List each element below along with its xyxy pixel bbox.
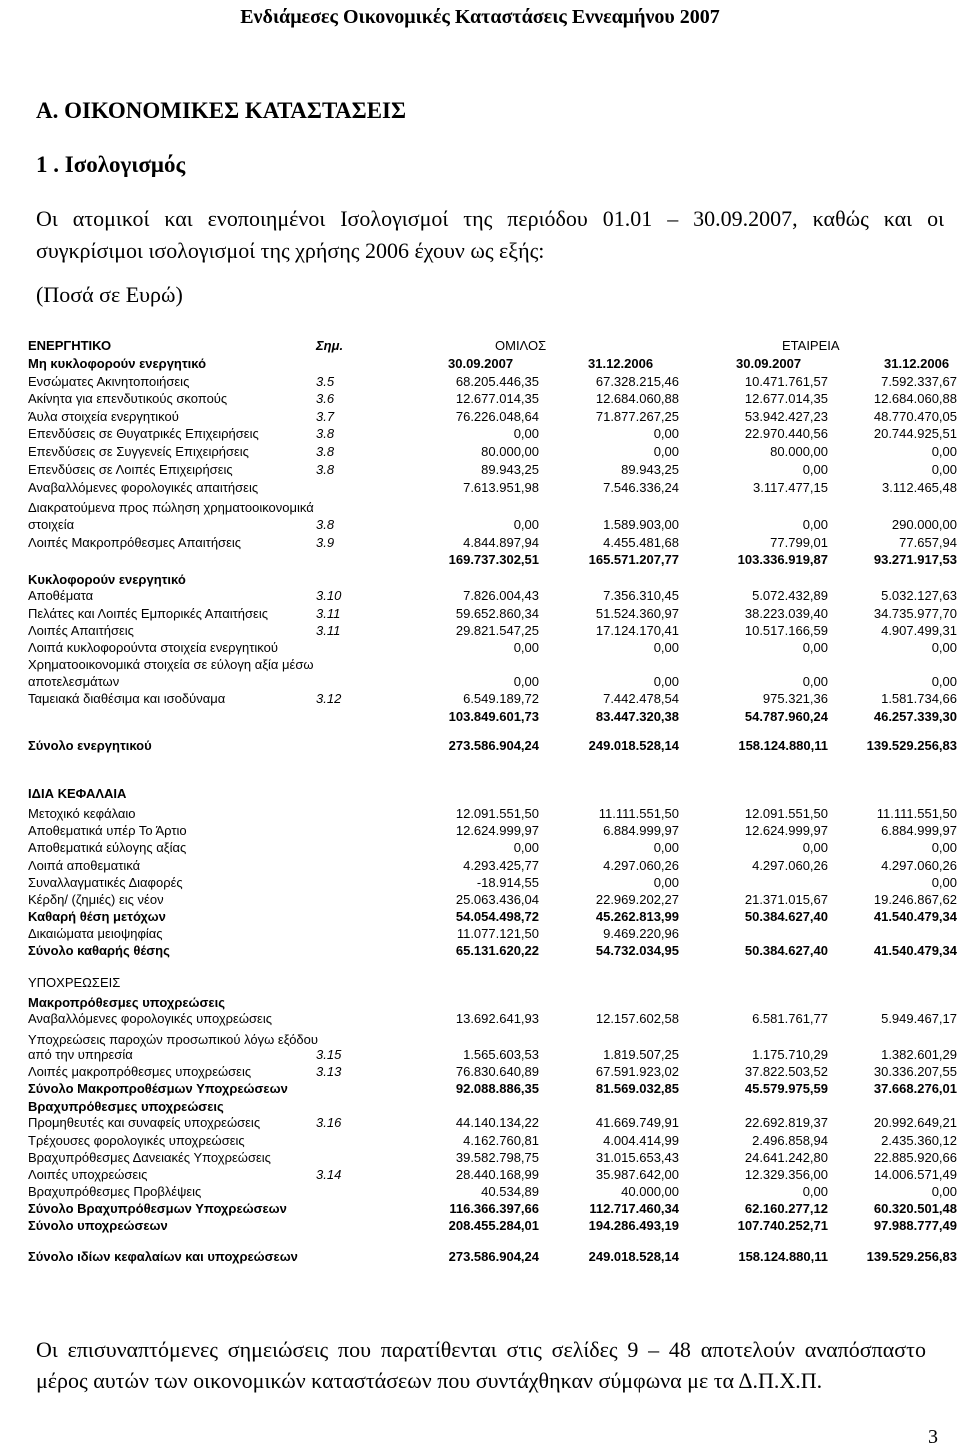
group-2007-value: -18.914,55 xyxy=(476,875,539,890)
company-2007-value: 77.799,01 xyxy=(770,535,828,550)
group-2007-value: 65.131.620,22 xyxy=(455,943,539,958)
row-label: Βραχυπρόθεσμες υποχρεώσεις xyxy=(28,1099,224,1114)
company-2007-value: 22.970.440,56 xyxy=(744,426,828,441)
group-2006-value: 51.524.360,97 xyxy=(595,606,679,621)
row-label: Προμηθευτές και συναφείς υποχρεώσεις xyxy=(28,1115,261,1130)
row-label: Μετοχικό κεφάλαιο xyxy=(28,806,136,821)
company-2006-value: 0,00 xyxy=(931,674,957,689)
group-2006-value: 165.571.207,77 xyxy=(588,552,679,567)
company-2007-value: 2.496.858,94 xyxy=(752,1133,828,1148)
group-2006-value: 12.684.060,88 xyxy=(595,391,679,406)
row-note: 3.16 xyxy=(316,1115,342,1130)
company-2006-value: 0,00 xyxy=(931,840,957,855)
group-2007-value: 92.088.886,35 xyxy=(455,1081,539,1096)
group-2007-value: 80.000,00 xyxy=(481,444,539,459)
row-label: Επενδύσεις σε Συγγενείς Επιχειρήσεις xyxy=(28,444,249,459)
company-2007-value: 21.371.015,67 xyxy=(744,892,828,907)
group-2006-value: 0,00 xyxy=(653,840,679,855)
company-2007-value: 107.740.252,71 xyxy=(737,1218,828,1233)
group-2007-value: 7.826.004,43 xyxy=(463,588,539,603)
company-2006-value: 41.540.479,34 xyxy=(873,909,957,924)
row-note: 3.13 xyxy=(316,1064,342,1079)
group-2007-value: 4.293.425,77 xyxy=(463,858,539,873)
column-header-note: Σημ. xyxy=(316,338,344,353)
intro-line-2: συγκρίσιμοι ισολογισμοί της χρήσης 2006 έχουν ως εξής: xyxy=(36,238,545,263)
company-2007-value: 53.942.427,23 xyxy=(744,409,828,424)
row-note: 3.8 xyxy=(316,517,335,532)
row-label: Άυλα στοιχεία ενεργητικού xyxy=(28,409,179,424)
row-label: Λοιπά κυκλοφορούντα στοιχεία ενεργητικού xyxy=(28,640,278,655)
group-2006-value: 0,00 xyxy=(653,426,679,441)
company-2006-value: 30.336.207,55 xyxy=(873,1064,957,1079)
row-label: αποτελεσμάτων xyxy=(28,674,120,689)
group-2007-value: 273.586.904,24 xyxy=(448,738,539,753)
group-2006-value: 11.111.551,50 xyxy=(598,806,679,821)
group-2006-value: 67.591.923,02 xyxy=(595,1064,679,1079)
row-label: από την υπηρεσία xyxy=(28,1047,133,1062)
company-2006-value: 4.297.060,26 xyxy=(881,858,957,873)
group-2007-value: 116.366.397,66 xyxy=(449,1201,539,1216)
row-label: Αναβαλλόμενες φορολογικές απαιτήσεις xyxy=(28,480,259,495)
group-2007-value: 12.624.999,97 xyxy=(455,823,539,838)
row-label: Κέρδη/ (ζημιές) εις νέον xyxy=(28,892,164,907)
row-note: 3.14 xyxy=(316,1167,342,1182)
group-2007-value: 6.549.189,72 xyxy=(463,691,539,706)
row-label: Ακίνητα για επενδυτικούς σκοπούς xyxy=(28,391,228,406)
group-2006-value: 35.987.642,00 xyxy=(595,1167,679,1182)
company-2006-value: 19.246.867,62 xyxy=(873,892,957,907)
group-2007-value: 13.692.641,93 xyxy=(455,1011,539,1026)
company-2007-value: 0,00 xyxy=(802,640,828,655)
company-2006-value: 1.581.734,66 xyxy=(881,691,957,706)
group-2006-value: 0,00 xyxy=(653,875,679,890)
company-2007-value: 12.624.999,97 xyxy=(744,823,828,838)
company-2007-value: 12.329.356,00 xyxy=(744,1167,828,1182)
row-note: 3.10 xyxy=(316,588,342,603)
group-2007-value: 68.205.446,35 xyxy=(455,374,539,389)
company-2007-value: 12.091.551,50 xyxy=(744,806,828,821)
company-2007-value: 3.117.477,15 xyxy=(753,480,828,495)
company-2007-value: 54.787.960,24 xyxy=(744,709,828,724)
company-2006-value: 37.668.276,01 xyxy=(873,1081,957,1096)
company-2006-value: 97.988.777,49 xyxy=(873,1218,957,1233)
footer-note xyxy=(36,1334,926,1396)
company-2007-value: 4.297.060,26 xyxy=(752,858,828,873)
group-2006-value: 194.286.493,19 xyxy=(588,1218,679,1233)
company-2007-value: 158.124.880,11 xyxy=(738,738,828,753)
group-2007-value: 59.652.860,34 xyxy=(455,606,539,621)
company-2007-value: 24.641.242,80 xyxy=(744,1150,828,1165)
group-2007-value: 103.849.601,73 xyxy=(448,709,539,724)
group-2006-value: 7.442.478,54 xyxy=(603,691,679,706)
company-2007-value: 38.223.039,40 xyxy=(744,606,828,621)
column-group-company: ΕΤΑΙΡΕΙΑ xyxy=(782,338,840,353)
group-2006-value: 71.877.267,25 xyxy=(595,409,679,424)
row-label: Πελάτες και Λοιπές Εμπορικές Απαιτήσεις xyxy=(28,606,269,621)
section-title: Α. ΟΙΚΟΝΟΜΙΚΕΣ ΚΑΤΑΣΤΑΣΕΙΣ xyxy=(36,98,407,123)
group-2006-value: 1.589.903,00 xyxy=(603,517,679,532)
company-2007-value: 6.581.761,77 xyxy=(752,1011,828,1026)
company-2007-value: 0,00 xyxy=(802,462,828,477)
group-2007-value: 273.586.904,24 xyxy=(448,1249,539,1264)
row-note: 3.8 xyxy=(316,462,335,477)
row-label: Βραχυπρόθεσμες Προβλέψεις xyxy=(28,1184,202,1199)
row-label: Λοιπές υποχρεώσεις xyxy=(28,1167,148,1182)
company-2006-value: 3.112.465,48 xyxy=(882,480,957,495)
company-2007-value: 10.517.166,59 xyxy=(744,623,828,638)
group-2007-value: 0,00 xyxy=(513,840,539,855)
intro-line-1: Οι ατομικοί και ενοποιημένοι Ισολογισμοί της περιόδου 01.01 – 30.09.2007, καθώς και οι xyxy=(36,206,944,231)
group-2006-value: 4.004.414,99 xyxy=(603,1133,679,1148)
group-2006-value: 54.732.034,95 xyxy=(595,943,679,958)
company-2006-value: 48.770.470,05 xyxy=(873,409,957,424)
group-2007-value: 40.534,89 xyxy=(481,1184,539,1199)
row-label: Επενδύσεις σε Λοιπές Επιχειρήσεις xyxy=(28,462,233,477)
company-2006-value: 46.257.339,30 xyxy=(873,709,957,724)
group-2006-value: 12.157.602,58 xyxy=(595,1011,679,1026)
group-2006-value: 22.969.202,27 xyxy=(595,892,679,907)
group-2007-value: 29.821.547,25 xyxy=(455,623,539,638)
company-2006-value: 0,00 xyxy=(931,1184,957,1199)
group-2007-value: 0,00 xyxy=(513,640,539,655)
row-label: Αποθεματικά υπέρ Το Άρτιο xyxy=(28,823,187,838)
row-label: Μη κυκλοφορούν ενεργητικό xyxy=(28,356,207,371)
group-2006-value: 89.943,25 xyxy=(621,462,679,477)
company-2006-value: 5.032.127,63 xyxy=(881,588,957,603)
subsection-title: 1 . Ισολογισμός xyxy=(36,152,186,177)
row-label: Υποχρεώσεις παροχών προσωπικού λόγω εξόδου xyxy=(28,1032,318,1047)
group-2007-value: 76.226.048,64 xyxy=(455,409,539,424)
column-group-group: ΟΜΙΛΟΣ xyxy=(495,338,547,353)
company-2006-value: 2.435.360,12 xyxy=(881,1133,957,1148)
company-2007-value: 80.000,00 xyxy=(770,444,828,459)
row-label: Ταμειακά διαθέσιμα και ισοδύναμα xyxy=(28,691,226,706)
company-2007-value: 50.384.627,40 xyxy=(744,943,828,958)
row-label: Μακροπρόθεσμες υποχρεώσεις xyxy=(28,995,225,1010)
group-2006-value: 45.262.813,99 xyxy=(595,909,679,924)
row-label: Επενδύσεις σε Θυγατρικές Επιχειρήσεις xyxy=(28,426,259,441)
company-2006-value: 22.885.920,66 xyxy=(873,1150,957,1165)
row-label: Σύνολο Βραχυπρόθεσμων Υποχρεώσεων xyxy=(28,1201,287,1216)
row-label: Λοιπά αποθεματικά xyxy=(28,858,141,873)
row-label: Κυκλοφορούν ενεργητικό xyxy=(28,572,186,587)
row-note: 3.11 xyxy=(316,606,341,621)
company-2007-value: 45.579.975,59 xyxy=(744,1081,828,1096)
group-2007-value: 11.077.121,50 xyxy=(456,926,539,941)
company-2006-value: 4.907.499,31 xyxy=(881,623,957,638)
group-2006-value: 40.000,00 xyxy=(621,1184,679,1199)
group-2006-value: 4.455.481,68 xyxy=(603,535,679,550)
footer-line-2: μέρος αυτών των οικονομικών καταστάσεων που συντάχθηκαν σύμφωνα με τα Δ.Π.Χ.Π. xyxy=(36,1368,823,1393)
company-2007-value: 0,00 xyxy=(802,1184,828,1199)
company-2007-value: 0,00 xyxy=(802,840,828,855)
row-label: στοιχεία xyxy=(28,517,75,532)
column-header-date-3: 30.09.2007 xyxy=(736,356,802,371)
company-2007-value: 50.384.627,40 xyxy=(744,909,828,924)
group-2007-value: 0,00 xyxy=(513,426,539,441)
company-2006-value: 7.592.337,67 xyxy=(881,374,957,389)
footer-line-1: Οι επισυναπτόμενες σημειώσεις που παρατίθενται στις σελίδες 9 – 48 αποτελούν αναπόσπαστο xyxy=(36,1337,926,1362)
company-2007-value: 1.175.710,29 xyxy=(752,1047,828,1062)
row-label: ΙΔΙΑ ΚΕΦΑΛΑΙΑ xyxy=(28,786,127,801)
row-label: Λοιπές μακροπρόθεσμες υποχρεώσεις xyxy=(28,1064,252,1079)
company-2007-value: 10.471.761,57 xyxy=(744,374,828,389)
group-2006-value: 67.328.215,46 xyxy=(595,374,679,389)
group-2006-value: 249.018.528,14 xyxy=(588,738,679,753)
group-2006-value: 112.717.460,34 xyxy=(589,1201,679,1216)
company-2006-value: 34.735.977,70 xyxy=(873,606,957,621)
group-2006-value: 6.884.999,97 xyxy=(603,823,679,838)
group-2006-value: 1.819.507,25 xyxy=(603,1047,679,1062)
row-label: Συναλλαγματικές Διαφορές xyxy=(28,875,183,890)
group-2007-value: 44.140.134,22 xyxy=(455,1115,539,1130)
company-2007-value: 12.677.014,35 xyxy=(744,391,828,406)
row-label: Αποθέματα xyxy=(28,588,94,603)
company-2006-value: 20.744.925,51 xyxy=(873,426,957,441)
group-2006-value: 81.569.032,85 xyxy=(595,1081,679,1096)
group-2006-value: 83.447.320,38 xyxy=(595,709,679,724)
group-2007-value: 0,00 xyxy=(513,674,539,689)
company-2006-value: 20.992.649,21 xyxy=(873,1115,957,1130)
group-2006-value: 0,00 xyxy=(653,444,679,459)
group-2007-value: 4.162.760,81 xyxy=(463,1133,539,1148)
row-label: Δικαιώματα μειοψηφίας xyxy=(28,926,163,941)
group-2006-value: 7.546.336,24 xyxy=(603,480,679,495)
page-header-title: Ενδιάμεσες Οικονομικές Καταστάσεις Εννεαμήνου 2007 xyxy=(240,6,720,28)
row-label: Χρηματοοικονομικά στοιχεία σε εύλογη αξία μέσω xyxy=(28,657,314,672)
group-2007-value: 89.943,25 xyxy=(481,462,539,477)
row-label: Λοιπές Μακροπρόθεσμες Απαιτήσεις xyxy=(28,535,242,550)
row-label: Σύνολο καθαρής θέσης xyxy=(28,943,170,958)
row-label: ΕΝΕΡΓΗΤΙΚΟ xyxy=(28,338,112,353)
company-2006-value: 139.529.256,83 xyxy=(866,1249,957,1264)
row-label: Λοιπές Απαιτήσεις xyxy=(28,623,134,638)
row-note: 3.5 xyxy=(316,374,335,389)
company-2007-value: 103.336.919,87 xyxy=(737,552,828,567)
group-2007-value: 7.613.951,98 xyxy=(463,480,539,495)
row-label: Τρέχουσες φορολογικές υποχρεώσεις xyxy=(28,1133,245,1148)
group-2006-value: 249.018.528,14 xyxy=(588,1249,679,1264)
company-2006-value: 0,00 xyxy=(931,462,957,477)
group-2007-value: 0,00 xyxy=(513,517,539,532)
amounts-note: (Ποσά σε Ευρώ) xyxy=(36,282,183,307)
group-2007-value: 28.440.168,99 xyxy=(455,1167,539,1182)
row-label: Καθαρή θέση μετόχων xyxy=(28,909,166,924)
group-2007-value: 12.091.551,50 xyxy=(455,806,539,821)
company-2007-value: 0,00 xyxy=(802,674,828,689)
row-label: Διακρατούμενα προς πώληση χρηματοοικονομικά xyxy=(28,500,314,515)
row-label: ΥΠΟΧΡΕΩΣΕΙΣ xyxy=(28,975,121,990)
company-2007-value: 62.160.277,12 xyxy=(744,1201,828,1216)
row-label: Βραχυπρόθεσμες Δανειακές Υποχρεώσεις xyxy=(28,1150,271,1165)
group-2007-value: 25.063.436,04 xyxy=(455,892,539,907)
company-2007-value: 158.124.880,11 xyxy=(738,1249,828,1264)
group-2007-value: 169.737.302,51 xyxy=(448,552,539,567)
company-2006-value: 1.382.601,29 xyxy=(881,1047,957,1062)
company-2007-value: 5.072.432,89 xyxy=(752,588,828,603)
page-number: 3 xyxy=(928,1426,938,1448)
row-label: Ενσώματες Ακινητοποιήσεις xyxy=(28,374,190,389)
row-note: 3.11 xyxy=(316,623,341,638)
column-header-date-2: 31.12.2006 xyxy=(588,356,654,371)
column-header-date-4: 31.12.2006 xyxy=(884,356,950,371)
row-label: Αναβαλλόμενες φορολογικές υποχρεώσεις xyxy=(28,1011,272,1026)
row-note: 3.12 xyxy=(316,691,342,706)
row-note: 3.9 xyxy=(316,535,335,550)
group-2007-value: 76.830.640,89 xyxy=(455,1064,539,1079)
row-note: 3.8 xyxy=(316,444,335,459)
group-2006-value: 0,00 xyxy=(653,640,679,655)
group-2007-value: 1.565.603,53 xyxy=(463,1047,539,1062)
company-2006-value: 0,00 xyxy=(931,640,957,655)
group-2006-value: 17.124.170,41 xyxy=(595,623,679,638)
row-label: Σύνολο Μακροπροθέσμων Υποχρεώσεων xyxy=(28,1081,288,1096)
group-2007-value: 208.455.284,01 xyxy=(448,1218,539,1233)
row-label: Σύνολο ενεργητικού xyxy=(28,738,152,753)
group-2006-value: 4.297.060,26 xyxy=(603,858,679,873)
company-2006-value: 60.320.501,48 xyxy=(873,1201,957,1216)
company-2007-value: 975.321,36 xyxy=(762,691,828,706)
row-note: 3.8 xyxy=(316,426,335,441)
company-2006-value: 5.949.467,17 xyxy=(881,1011,957,1026)
column-header-date-1: 30.09.2007 xyxy=(448,356,514,371)
group-2006-value: 7.356.310,45 xyxy=(603,588,679,603)
company-2006-value: 6.884.999,97 xyxy=(881,823,957,838)
company-2007-value: 37.822.503,52 xyxy=(744,1064,828,1079)
row-label: Σύνολο υποχρεώσεων xyxy=(28,1218,168,1233)
row-note: 3.7 xyxy=(316,409,335,424)
group-2007-value: 39.582.798,75 xyxy=(455,1150,539,1165)
group-2006-value: 0,00 xyxy=(653,674,679,689)
company-2006-value: 77.657,94 xyxy=(899,535,957,550)
row-label: Σύνολο ιδίων κεφαλαίων και υποχρεώσεων xyxy=(28,1249,298,1264)
company-2006-value: 139.529.256,83 xyxy=(866,738,957,753)
group-2007-value: 12.677.014,35 xyxy=(455,391,539,406)
company-2006-value: 14.006.571,49 xyxy=(873,1167,957,1182)
company-2006-value: 0,00 xyxy=(931,875,957,890)
group-2007-value: 4.844.897,94 xyxy=(463,535,539,550)
company-2006-value: 0,00 xyxy=(931,444,957,459)
group-2006-value: 9.469.220,96 xyxy=(603,926,679,941)
group-2007-value: 54.054.498,72 xyxy=(455,909,539,924)
company-2006-value: 41.540.479,34 xyxy=(873,943,957,958)
company-2006-value: 11.111.551,50 xyxy=(876,806,957,821)
row-note: 3.15 xyxy=(316,1047,342,1062)
group-2006-value: 31.015.653,43 xyxy=(595,1150,679,1165)
group-2006-value: 41.669.749,91 xyxy=(595,1115,679,1130)
company-2006-value: 12.684.060,88 xyxy=(873,391,957,406)
company-2007-value: 0,00 xyxy=(802,517,828,532)
company-2007-value: 22.692.819,37 xyxy=(744,1115,828,1130)
company-2006-value: 93.271.917,53 xyxy=(873,552,957,567)
row-label: Αποθεματικά εύλογης αξίας xyxy=(28,840,187,855)
company-2006-value: 290.000,00 xyxy=(891,517,957,532)
row-note: 3.6 xyxy=(316,391,335,406)
